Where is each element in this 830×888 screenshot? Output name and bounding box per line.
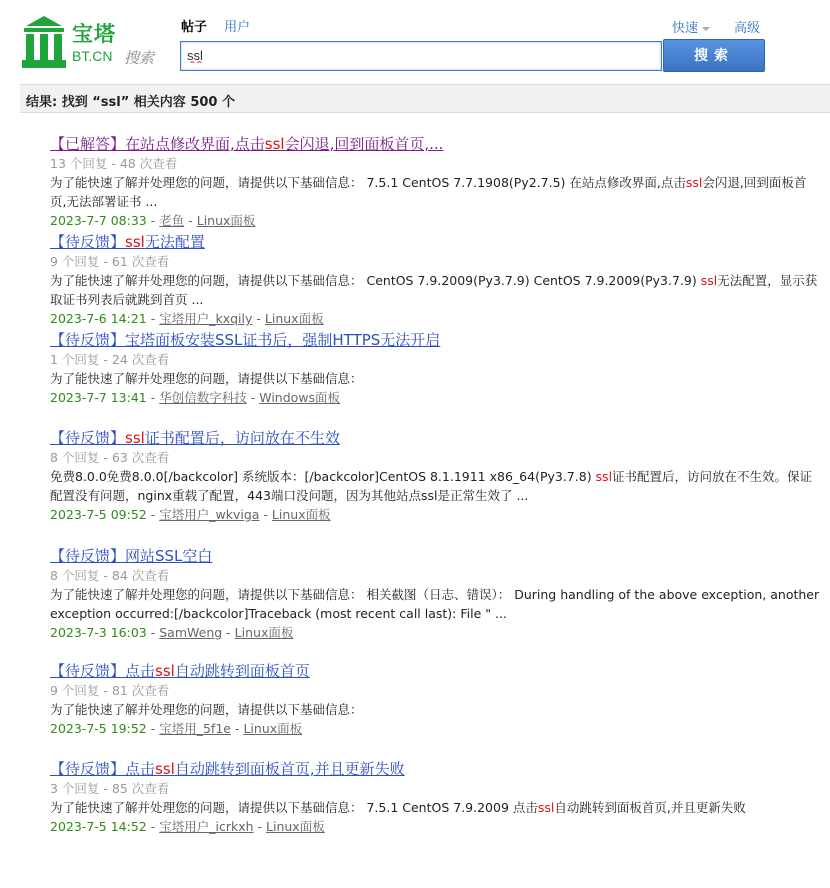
result-stats: 9 个回复 - 81 次查看: [50, 683, 170, 698]
search-type-tabs: [181, 16, 263, 35]
result-date: 2023-7-7 08:33: [50, 213, 147, 228]
result-title[interactable]: [50, 134, 820, 154]
result-date: 2023-7-5 19:52: [50, 721, 147, 736]
result-item: [50, 759, 820, 839]
result-snippet: [50, 173, 820, 211]
quick-dropdown[interactable]: [672, 17, 710, 36]
snippet-text: 为了能快速了解并处理您的问题，请提供以下基础信息：: [50, 702, 363, 717]
title-text: 【待反馈】: [50, 429, 126, 447]
result-meta: 2023-7-5 19:52 - 宝塔用_5f1e - Linux面板: [50, 721, 303, 736]
result-snippet: [50, 467, 820, 505]
title-text: 【待反馈】点击: [50, 760, 156, 778]
snippet-text: 为了能快速了解并处理您的问题，请提供以下基础信息： 7.5.1 CentOS 7.7.1908(Py2.7.5) 在站点修改界面,点击: [50, 175, 686, 190]
result-summary: 结果: 找到 “ssl” 相关内容 500 个: [26, 95, 235, 110]
title-highlight: ssl: [264, 135, 285, 153]
result-forum[interactable]: Linux面板: [266, 819, 325, 834]
title-text: 会闪退,回到面板首页,...: [284, 135, 444, 153]
result-title[interactable]: [50, 546, 820, 566]
logo-text-cn: 宝塔: [72, 22, 116, 46]
chevron-down-icon: [702, 27, 710, 31]
result-stats: 3 个回复 - 85 次查看: [50, 781, 170, 796]
result-title[interactable]: [50, 232, 820, 252]
tab-users[interactable]: 用户: [224, 20, 251, 35]
result-forum[interactable]: Windows面板: [259, 390, 341, 405]
title-text: 【待反馈】: [50, 233, 126, 251]
result-snippet: [50, 369, 820, 388]
result-item: [50, 134, 820, 232]
result-title[interactable]: [50, 330, 820, 350]
result-stats: 1 个回复 - 24 次查看: [50, 352, 170, 367]
result-snippet: [50, 271, 820, 309]
snippet-highlight: ssl: [700, 273, 718, 288]
snippet-text: 无法配置，显示获取证书列表后就跳到首页 ...: [50, 273, 818, 307]
result-item: [50, 232, 820, 330]
result-forum[interactable]: Linux面板: [234, 625, 294, 640]
result-forum[interactable]: Linux面板: [243, 721, 303, 736]
quick-label: 快速: [672, 21, 699, 36]
snippet-text: 免费8.0.0免费8.0.0[/backcolor] 系统版本：[/backcolor]CentOS 8.1.1911 x86_64(Py3.7.8): [50, 469, 596, 484]
result-stats: 8 个回复 - 84 次查看: [50, 568, 170, 583]
result-date: 2023-7-5 14:52: [50, 819, 147, 834]
result-title[interactable]: [50, 661, 820, 681]
snippet-text: 为了能快速了解并处理您的问题，请提供以下基础信息： 7.5.1 CentOS 7.9.2009 点击: [50, 800, 538, 815]
header: [0, 0, 830, 84]
result-date: 2023-7-3 16:03: [50, 625, 147, 640]
result-snippet: [50, 700, 820, 719]
result-item: [50, 428, 820, 546]
result-date: 2023-7-5 09:52: [50, 507, 147, 522]
result-stats: 13 个回复 - 48 次查看: [50, 156, 178, 171]
tab-posts[interactable]: 帖子: [181, 20, 208, 35]
snippet-text: 会闪退,回到面板首页,无法部署证书 ...: [50, 175, 807, 209]
search-input[interactable]: [181, 42, 663, 68]
result-author[interactable]: 华创信数字科技: [159, 390, 247, 405]
title-text: 【待反馈】宝塔面板安装SSL证书后，强制HTTPS无法开启: [50, 331, 441, 349]
result-snippet: [50, 585, 820, 623]
result-date: 2023-7-7 13:41: [50, 390, 147, 405]
advanced-search-link[interactable]: 高级: [734, 21, 761, 36]
result-forum[interactable]: Linux面板: [196, 213, 256, 228]
logo-text-en: BT.CN: [72, 48, 113, 64]
search-button[interactable]: 搜索: [663, 39, 765, 72]
result-meta: 2023-7-6 14:21 - 宝塔用户_kxqily - Linux面板: [50, 311, 324, 326]
result-meta: 2023-7-7 13:41 - 华创信数字科技 - Windows面板: [50, 390, 341, 405]
snippet-highlight: ssl: [685, 175, 703, 190]
title-text: 【已解答】在站点修改界面,点击: [50, 135, 265, 153]
result-meta: 2023-7-5 14:52 - 宝塔用户_icrkxh - Linux面板: [50, 819, 325, 834]
result-stats: 8 个回复 - 63 次查看: [50, 450, 170, 465]
result-item: [50, 546, 820, 661]
result-snippet: [50, 798, 820, 817]
result-title[interactable]: [50, 759, 820, 779]
title-highlight: ssl: [155, 662, 175, 680]
result-meta: 2023-7-5 09:52 - 宝塔用户_wkviga - Linux面板: [50, 507, 331, 522]
result-title[interactable]: [50, 428, 820, 448]
pagoda-logo-icon: [20, 14, 68, 70]
result-item: [50, 661, 820, 759]
results-list: [50, 134, 820, 839]
result-forum[interactable]: Linux面板: [271, 507, 331, 522]
snippet-text: 自动跳转到面板首页,并且更新失败: [554, 800, 746, 815]
title-highlight: ssl: [125, 429, 145, 447]
snippet-text: 为了能快速了解并处理您的问题，请提供以下基础信息： CentOS 7.9.2009(Py3.7.9) CentOS 7.9.2009(Py3.7.9): [50, 273, 701, 288]
result-author[interactable]: 老鱼: [159, 213, 185, 228]
result-author[interactable]: 宝塔用户_kxqily: [159, 311, 253, 326]
snippet-text: 为了能快速了解并处理您的问题，请提供以下基础信息： 相关截图（日志、错误）： During handling of the above exception, another exception occurred:[/backcolor]Traceback (most recent call last): File " ...: [50, 587, 820, 621]
result-item: [50, 330, 820, 428]
result-stats: 9 个回复 - 61 次查看: [50, 254, 170, 269]
result-meta: 2023-7-7 08:33 - 老鱼 - Linux面板: [50, 213, 256, 228]
title-text: 自动跳转到面板首页: [174, 662, 310, 680]
result-author[interactable]: 宝塔用户_wkviga: [159, 507, 260, 522]
search-box: [180, 41, 662, 71]
title-text: 【待反馈】网站SSL空白: [50, 547, 213, 565]
title-highlight: ssl: [155, 760, 175, 778]
snippet-highlight: ssl: [537, 800, 555, 815]
title-text: 无法配置: [144, 233, 205, 251]
snippet-text: 证书配置后，访问放在不生效。保证配置没有问题，nginx重载了配置，443端口没问题，因为其他站点ssl是正常生效了 ...: [50, 469, 813, 503]
result-author[interactable]: 宝塔用_5f1e: [159, 721, 231, 736]
title-highlight: ssl: [125, 233, 145, 251]
snippet-highlight: ssl: [595, 469, 613, 484]
result-author[interactable]: SamWeng: [159, 625, 223, 640]
title-text: 自动跳转到面板首页,并且更新失败: [174, 760, 405, 778]
bt-logo[interactable]: [20, 14, 160, 74]
logo-subtitle: 搜索: [124, 49, 155, 67]
result-meta: 2023-7-3 16:03 - SamWeng - Linux面板: [50, 625, 294, 640]
result-author[interactable]: 宝塔用户_icrkxh: [159, 819, 254, 834]
result-date: 2023-7-6 14:21: [50, 311, 147, 326]
result-summary-bar: [20, 84, 830, 113]
title-text: 证书配置后，访问放在不生效: [144, 429, 340, 447]
result-forum[interactable]: Linux面板: [264, 311, 324, 326]
title-text: 【待反馈】点击: [50, 662, 156, 680]
snippet-text: 为了能快速了解并处理您的问题，请提供以下基础信息：: [50, 371, 363, 386]
